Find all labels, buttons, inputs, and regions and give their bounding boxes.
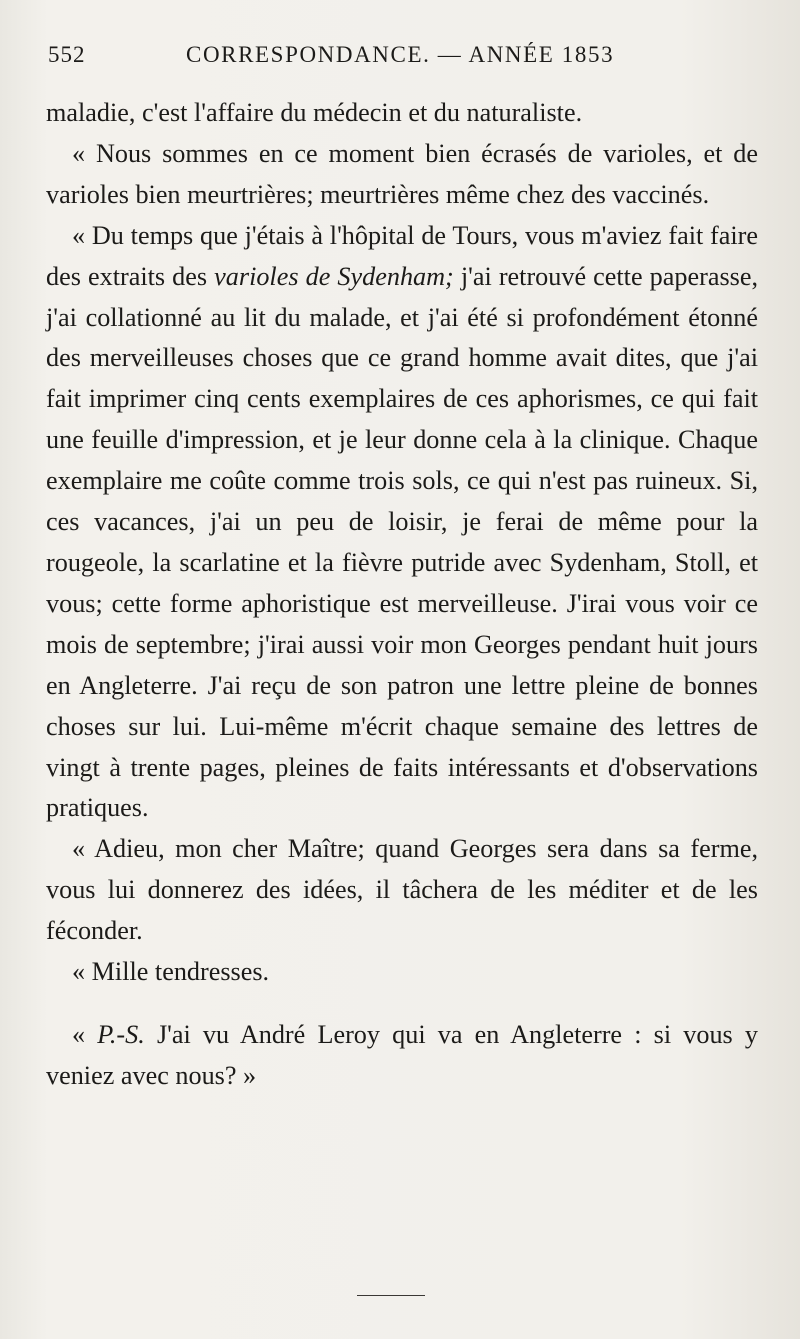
italic-title-varioles-de-sydenham: varioles de Sydenham; xyxy=(214,261,454,291)
paragraph-adieu: « Adieu, mon cher Maître; quand Georges sera dans sa ferme, vous lui donnerez des idées, il tâchera de les méditer et de les féconder. xyxy=(46,834,758,946)
paragraph-varioles: « Nous sommes en ce moment bien écrasés de varioles, et de varioles bien meurtrières; meurtrières même chez des vaccinés. xyxy=(46,138,758,209)
paragraph-continuation: maladie, c'est l'affaire du médecin et du naturaliste. xyxy=(46,98,583,127)
paragraph-tendresses: « Mille tendresses. xyxy=(72,957,270,987)
letter-body xyxy=(46,93,758,1097)
closing-rule xyxy=(357,1295,425,1296)
running-head xyxy=(40,42,760,72)
page-number: 552 xyxy=(48,42,86,67)
paragraph-sydenham-text-start: « Du temps que j'étais à l'hôpital de Tours, vous m'aviez fait faire des extraits des xyxy=(46,220,758,291)
postscript-open-quote: « xyxy=(72,1019,98,1049)
paragraph-sydenham xyxy=(46,216,758,830)
postscript-text: J'ai vu André Leroy qui va en Angleterre : si vous y veniez avec nous? » xyxy=(46,1019,759,1090)
running-title: CORRESPONDANCE. — ANNÉE 1853 xyxy=(186,42,615,67)
postscript xyxy=(46,1015,758,1097)
paragraph-sydenham-text-rest: j'ai retrouvé cette paperasse, j'ai collationné au lit du malade, et j'ai été si profondément étonné des merveilleuses choses que ce grand homme avait dites, que j'ai fait imprimer cinq cents exemplaires de ces aphorismes, ce qui fait une feuille d'impression, et je leur donne cela à la clinique. Chaque exemplaire me coûte comme trois sols, ce qui n'est pas ruineux. Si, ces vacances, j'ai un peu de loisir, je ferai de même pour la rougeole, la scarlatine et la fièvre putride avec Sydenham, Stoll, et vous; cette forme aphoristique est merveilleuse. J'irai vous voir ce mois de septembre; j'irai aussi voir mon Georges pendant huit jours en Angleterre. J'ai reçu de son patron une lettre pleine de bonnes choses sur lui. Lui-même m'écrit chaque semaine des lettres de vingt à trente pages, pleines de faits intéressants et d'observations pratiques. xyxy=(46,261,758,823)
postscript-label: P.-S. xyxy=(97,1019,145,1049)
